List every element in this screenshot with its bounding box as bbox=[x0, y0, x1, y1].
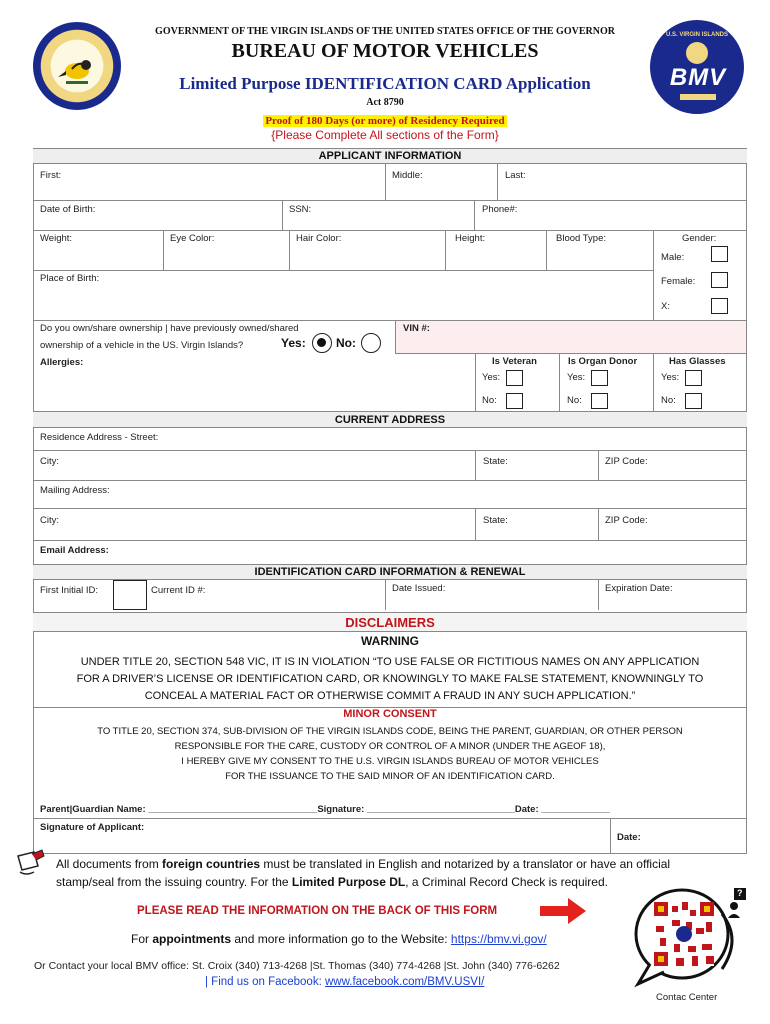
appointments-line: For appointments and more information go to the Website: https://bmv.vi.gov/ bbox=[131, 932, 547, 946]
complete-all-note: {Please Complete All sections of the Form} bbox=[271, 128, 499, 142]
vehicle-yes-label: Yes: bbox=[281, 336, 306, 350]
is-veteran-label: Is Veteran bbox=[492, 356, 537, 367]
glasses-no-checkbox[interactable] bbox=[685, 393, 702, 409]
ssn-label: SSN: bbox=[289, 204, 312, 215]
arrow-right-icon bbox=[540, 898, 586, 929]
minor-consent-heading: MINOR CONSENT bbox=[343, 708, 437, 720]
gender-x-label: X: bbox=[661, 301, 670, 312]
gender-x-checkbox[interactable] bbox=[711, 298, 728, 314]
last-name-label: Last: bbox=[505, 170, 526, 181]
read-back-notice: PLEASE READ THE INFORMATION ON THE BACK OF THIS FORM bbox=[137, 905, 498, 917]
mailing-city-label: City: bbox=[40, 515, 59, 526]
donor-yes-checkbox[interactable] bbox=[591, 370, 608, 386]
email-label: Email Address: bbox=[40, 545, 109, 556]
male-label: Male: bbox=[661, 252, 685, 263]
bmv-logo: U.S. VIRGIN ISLANDS BMV bbox=[650, 20, 744, 114]
warning-text-1: UNDER TITLE 20, SECTION 548 VIC, IT IS IN VIOLATION “TO USE FALSE OR FICTITIOUS NAMES ON ANY APPLICATION bbox=[80, 656, 700, 668]
id-card-section-title: IDENTIFICATION CARD INFORMATION & RENEWAL bbox=[33, 564, 747, 580]
act-number: Act 8790 bbox=[366, 97, 404, 108]
minor-text-3: I HEREBY GIVE MY CONSENT TO THE U.S. VIRGIN ISLANDS BUREAU OF MOTOR VEHICLES bbox=[181, 756, 599, 767]
glasses-yes-label: Yes: bbox=[661, 372, 680, 383]
allergies-label: Allergies: bbox=[40, 357, 84, 368]
mailing-address-label: Mailing Address: bbox=[40, 485, 110, 496]
foreign-documents-note-1: All documents from foreign countries must be translated in English and notarized by a translator or have an official bbox=[56, 857, 671, 871]
contact-offices-line: Or Contact your local BMV office: St. Croix (340) 713-4268 |St. Thomas (340) 774-4268 |St. John (340) 776-6262 bbox=[34, 960, 560, 972]
warning-text-2: FOR A DRIVER’S LICENSE OR IDENTIFICATION CARD, OR KNOWINGLY TO MAKE FALSE STATEMENT, KNOWNINGLY TO bbox=[76, 673, 704, 685]
minor-text-1: TO TITLE 20, SECTION 374, SUB-DIVISION OF THE VIRGIN ISLANDS CODE, BEING THE PARENT, GUARDIAN, OR OTHER PERSON bbox=[97, 726, 683, 737]
expiration-label: Expiration Date: bbox=[605, 583, 673, 594]
qr-code-bubble[interactable] bbox=[630, 884, 750, 994]
residency-requirement: Proof of 180 Days (or more) of Residency Required bbox=[265, 115, 505, 127]
current-id-label: Current ID #: bbox=[151, 585, 206, 596]
female-checkbox[interactable] bbox=[711, 272, 728, 288]
first-initial-box[interactable] bbox=[113, 580, 147, 610]
first-name-label: First: bbox=[40, 170, 62, 181]
organ-donor-label: Is Organ Donor bbox=[568, 356, 638, 367]
phone-label: Phone#: bbox=[482, 204, 518, 215]
zip-label: ZIP Code: bbox=[605, 456, 648, 467]
vehicle-no-label: No: bbox=[336, 336, 356, 350]
parent-guardian-line: Parent|Guardian Name: ________________________________Signature: ____________________________Date: _____________ bbox=[40, 804, 610, 815]
veteran-no-checkbox[interactable] bbox=[506, 393, 523, 409]
foreign-documents-note-2: stamp/seal from the issuing country. For the Limited Purpose DL, a Criminal Record Check is required. bbox=[56, 875, 608, 889]
donor-yes-label: Yes: bbox=[567, 372, 586, 383]
has-glasses-label: Has Glasses bbox=[669, 356, 726, 367]
vehicle-yes-radio[interactable] bbox=[312, 333, 332, 353]
state-label: State: bbox=[483, 456, 508, 467]
bird-icon bbox=[36, 25, 118, 107]
first-initial-label: First Initial ID: bbox=[40, 585, 99, 596]
female-label: Female: bbox=[661, 276, 696, 287]
bureau-title: BUREAU OF MOTOR VEHICLES bbox=[231, 40, 539, 62]
hand-note-icon bbox=[14, 848, 48, 883]
address-section-title: CURRENT ADDRESS bbox=[33, 411, 747, 428]
city-label: City: bbox=[40, 456, 59, 467]
height-label: Height: bbox=[455, 233, 486, 244]
residence-label: Residence Address - Street: bbox=[40, 432, 159, 443]
warning-heading: WARNING bbox=[361, 634, 419, 648]
glasses-yes-checkbox[interactable] bbox=[685, 370, 702, 386]
vin-label: VIN #: bbox=[403, 323, 430, 334]
gov-line: GOVERNMENT OF THE VIRGIN ISLANDS OF THE UNITED STATES OFFICE OF THE GOVERNOR bbox=[155, 26, 615, 37]
contact-center-label: Contac Center bbox=[656, 992, 718, 1003]
question-mark-icon: ? bbox=[737, 888, 743, 898]
gov-seal-logo bbox=[33, 22, 121, 110]
eye-color-label: Eye Color: bbox=[170, 233, 215, 244]
mailing-zip-label: ZIP Code: bbox=[605, 515, 648, 526]
glasses-no-label: No: bbox=[661, 395, 676, 406]
blood-type-label: Blood Type: bbox=[556, 233, 607, 244]
male-checkbox[interactable] bbox=[711, 246, 728, 262]
place-of-birth-label: Place of Birth: bbox=[40, 273, 100, 284]
date-issued-label: Date Issued: bbox=[392, 583, 446, 594]
dob-label: Date of Birth: bbox=[40, 204, 96, 215]
applicant-date-label: Date: bbox=[617, 832, 641, 843]
applicant-section-title: APPLICANT INFORMATION bbox=[33, 148, 747, 164]
hair-color-label: Hair Color: bbox=[296, 233, 342, 244]
minor-text-2: RESPONSIBLE FOR THE CARE, CUSTODY OR CONTROL OF A MINOR (UNDER THE AGEOF 18), bbox=[174, 741, 606, 752]
website-link[interactable]: https://bmv.vi.gov/ bbox=[450, 932, 547, 946]
middle-name-label: Middle: bbox=[392, 170, 423, 181]
qr-code-icon bbox=[630, 884, 750, 994]
vehicle-question-line2: ownership of a vehicle in the US. Virgin Islands? bbox=[40, 340, 244, 351]
gender-label: Gender: bbox=[682, 233, 717, 244]
veteran-yes-checkbox[interactable] bbox=[506, 370, 523, 386]
veteran-no-label: No: bbox=[482, 395, 497, 406]
form-title: Limited Purpose IDENTIFICATION CARD Application bbox=[179, 74, 591, 93]
applicant-signature-label: Signature of Applicant: bbox=[40, 822, 145, 833]
vehicle-no-radio[interactable] bbox=[361, 333, 381, 353]
donor-no-label: No: bbox=[567, 395, 582, 406]
veteran-yes-label: Yes: bbox=[482, 372, 501, 383]
weight-label: Weight: bbox=[40, 233, 73, 244]
facebook-line: | Find us on Facebook: www.facebook.com/BMV.USVI/ bbox=[205, 976, 485, 988]
minor-text-4: FOR THE ISSUANCE TO THE SAID MINOR OF AN IDENTIFICATION CARD. bbox=[225, 771, 555, 782]
disclaimers-title: DISCLAIMERS bbox=[33, 612, 747, 632]
vehicle-question-line1: Do you own/share ownership | have previously owned/shared bbox=[40, 323, 299, 334]
mailing-state-label: State: bbox=[483, 515, 508, 526]
warning-text-3: CONCEAL A MATERIAL FACT OR OTHERWISE COMMIT A FRAUD IN ANY SUCH APPLICATION.” bbox=[144, 690, 636, 702]
facebook-link[interactable]: www.facebook.com/BMV.USVI/ bbox=[324, 976, 485, 988]
donor-no-checkbox[interactable] bbox=[591, 393, 608, 409]
